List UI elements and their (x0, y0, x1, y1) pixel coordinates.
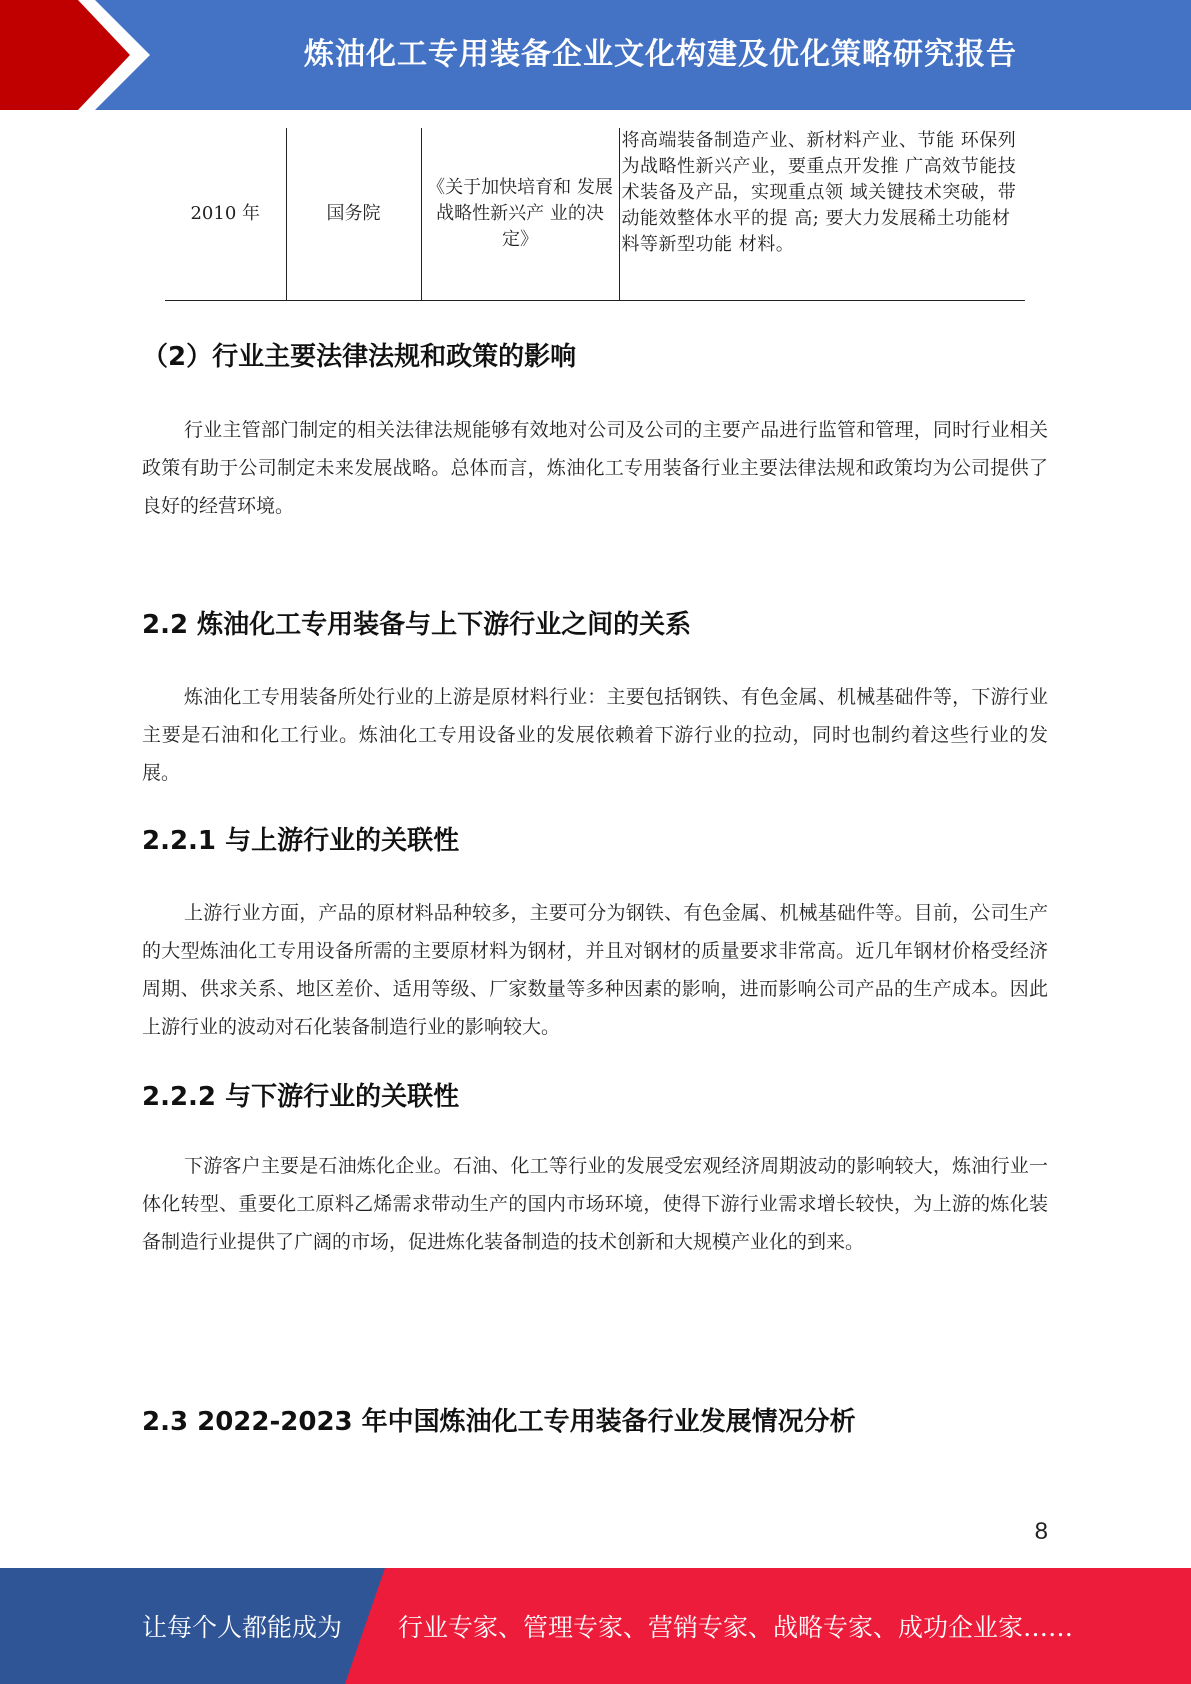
table-cell-issuer: 国务院 (286, 128, 421, 301)
paragraph: 行业主管部门制定的相关法律法规能够有效地对公司及公司的主要产品进行监管和管理，同时行业相关政策有助于公司制定未来发展战略。总体而言，炼油化工专用装备行业主要法律法规和政策均为公司提供了良好的经营环境。 (142, 419, 1048, 517)
page-number: 8 (1034, 1518, 1048, 1545)
document-title: 炼油化工专用装备企业文化构建及优化策略研究报告 (304, 37, 1017, 72)
paragraph: 下游客户主要是石油炼化企业。石油、化工等行业的发展受宏观经济周期波动的影响较大，炼油行业一体化转型、重要化工原料乙烯需求带动生产的国内市场环境，使得下游行业需求增长较快，为上游的炼化装备制造行业提供了广阔的市场，促进炼化装备制造的技术创新和大规模产业化的到来。 (142, 1155, 1048, 1253)
paragraph: 上游行业方面，产品的原材料品种较多，主要可分为钢铁、有色金属、机械基础件等。目前，公司生产的大型炼油化工专用设备所需的主要原材料为钢材，并且对钢材的质量要求非常高。近几年钢材价格受经济周期、供求关系、地区差价、适用等级、厂家数量等多种因素的影响，进而影响公司产品的生产成本。因此上游行业的波动对石化装备制造行业的影响较大。 (142, 902, 1048, 1038)
footer-slogan-right: 行业专家、管理专家、营销专家、战略专家、成功企业家…… (398, 1613, 1074, 1642)
table-cell-document: 《关于加快培育和 发展战略性新兴产 业的决定》 (421, 128, 619, 301)
section-heading: （2）行业主要法律法规和政策的影响 (142, 342, 577, 372)
page-footer (0, 1568, 1191, 1684)
paragraph: 炼油化工专用装备所处行业的上游是原材料行业：主要包括钢铁、有色金属、机械基础件等，下游行业主要是石油和化工行业。炼油化工专用设备业的发展依赖着下游行业的拉动，同时也制约着这些行业的发展。 (142, 686, 1048, 784)
footer-slogan-left: 让每个人都能成为 (142, 1613, 343, 1642)
section-heading: 2.3 2022-2023 年中国炼油化工专用装备行业发展情况分析 (142, 1407, 856, 1437)
table-cell-content: 将高端装备制造产业、新材料产业、节能 环保列为战略性新兴产业，要重点开发推 广高效节能技术装备及产品，实现重点领 域关键技术突破，带动能效整体水平的提 高; 要大力发展稀土功能材料等新型功能 材料。 (619, 128, 1025, 301)
section-heading: 2.2 炼油化工专用装备与上下游行业之间的关系 (142, 610, 692, 640)
header-arrow-decoration (0, 0, 160, 110)
page-header (0, 0, 1191, 110)
table-row (165, 128, 1025, 301)
table-cell-year: 2010 年 (165, 128, 286, 301)
section-heading: 2.2.2 与下游行业的关联性 (142, 1082, 460, 1112)
policy-table (165, 128, 1025, 301)
section-heading: 2.2.1 与上游行业的关联性 (142, 826, 460, 856)
